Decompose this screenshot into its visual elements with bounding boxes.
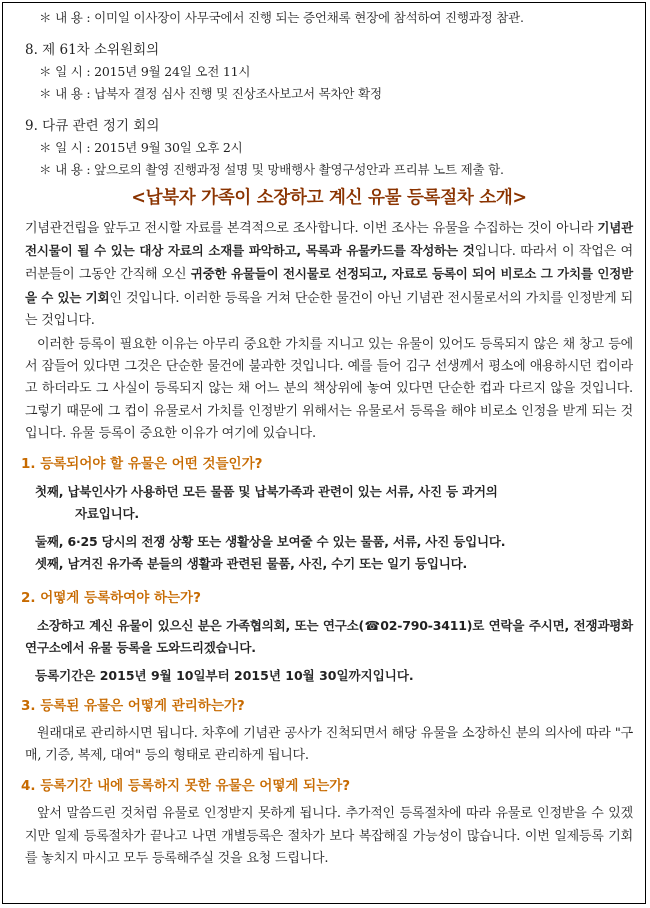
section-3-heading: 3. 등록된 유물은 어떻게 관리하는가?: [21, 698, 245, 715]
section-4-heading: 4. 등록기간 내에 등록하지 못한 유물은 어떻게 되는가?: [21, 778, 351, 795]
intro-text-e: 인 것입니다. 이러한 등록을 거쳐 단순한 물건이 아닌 기념관 전시물로서의 가치를 인정받게 되는 것입니다.: [25, 290, 633, 328]
meeting-8-content: ＊ 내 용 : 납북자 결정 심사 진행 및 진상조사보고서 목차안 확정: [39, 86, 382, 101]
intro-emphasis-2: 귀중한 유물들이 전시물로 선정되고, 자료로 등록이 되어 비로소 그 가치를 인정받을 수 있는 기회: [25, 266, 633, 305]
meeting-8: [25, 39, 633, 105]
section-2-period: 등록기간은 2015년 9월 10일부터 2015년 10월 30일까지입니다.: [35, 668, 414, 684]
meeting-8-title: 8. 제 61차 소위원회의: [25, 42, 160, 58]
section-1-heading: 1. 등록되어야 할 유물은 어떤 것들인가?: [21, 456, 263, 473]
section-1-item-1: 첫째, 납북인사가 사용하던 모든 물품 및 납북가족과 관련이 있는 서류, 사진 등 과거의: [35, 484, 498, 500]
section-1-item-2: 둘째, 6·25 당시의 전쟁 상황 또는 생활상을 보여줄 수 있는 물품, 서류, 사진 등입니다.: [35, 534, 506, 550]
meeting-9: [25, 115, 633, 181]
meeting-9-content: ＊ 내 용 : 앞으로의 촬영 진행과정 설명 및 망배행사 촬영구성안과 프리뷰 노트 제출 함.: [39, 162, 504, 177]
section-3-paragraph: 원래대로 관리하시면 됩니다. 차후에 기념관 공사가 진척되면서 해당 유물을 소장하신 분의 의사에 따라 "구매, 기증, 복제, 대여" 등의 형태로 관리하게 됩니다.: [25, 726, 633, 764]
section-2-heading: 2. 어떻게 등록하여야 하는가?: [21, 590, 201, 607]
meeting-9-date: ＊ 일 시 : 2015년 9월 30일 오후 2시: [39, 140, 243, 155]
meeting-7-content: ＊ 내 용 : 이미일 이사장이 사무국에서 진행 되는 증언채록 현장에 참석하여 진행과정 참관.: [39, 10, 524, 25]
section-1-item-1-cont: 자료입니다.: [75, 506, 139, 522]
section-4-paragraph: 앞서 말씀드린 것처럼 유물로 인정받지 못하게 됩니다. 추가적인 등록절차에 따라 유물로 인정받을 수 있겠지만 일제 등록절차가 끝나고 나면 개별등록은 절차가 보다 복잡해질 가능성이 많습니다. 이번 일제등록 기회를 놓치지 마시고 모두 등록해주실 것을 요청 드립니다.: [25, 806, 633, 866]
section-1-item-3: 셋째, 남겨진 유가족 분들의 생활과 관련된 물품, 사진, 수기 또는 일기 등입니다.: [35, 556, 467, 572]
newsletter-page: [21, 7, 633, 870]
meeting-8-date: ＊ 일 시 : 2015년 9월 24일 오전 11시: [39, 64, 251, 79]
intro-text-a: 기념관건립을 앞두고 전시할 자료를 본격적으로 조사합니다. 이번 조사는 유물을 수집하는 것이 아니라: [25, 221, 598, 236]
meeting-9-title: 9. 다큐 관련 정기 회의: [25, 118, 160, 134]
intro-emphasis-1: 기념관 전시물이 될 수 있는 대상 자료의 소재를 파악하고, 목록과 유물카드를 작성하는 것: [25, 220, 633, 259]
section-2-paragraph: 소장하고 계신 유물이 있으신 분은 가족협의회, 또는 연구소(☎02-790-3411)로 연락을 주시면, 전쟁과평화연구소에서 유물 등록을 도와드리겠습니다.: [25, 618, 633, 656]
intro-text-c: 입니다. 따라서 이 작업은 여러분들이 그동안 간직해 오신: [25, 244, 633, 283]
section-banner-title: <납북자 가족이 소장하고 계신 유물 등록절차 소개>: [131, 188, 527, 208]
intro-paragraph-2: 이러한 등록이 필요한 이유는 아무리 중요한 가치를 지니고 있는 유물이 있어도 등록되지 않은 채 창고 등에서 잠들어 있다면 그것은 단순한 물건에 불과한 것입니다. 예를 들어 김구 선생께서 평소에 애용하시던 컵이라고 하더라도 그 사실이 등록되지 않는 채 어느 분의 책상위에 놓여 있다면 단순한 컵과 다르지 않을 것입니다. 그렇기 때문에 그 컵이 유물로서 가치를 인정받기 위해서는 유물로서 등록을 해야 비로소 인정을 받게 되는 것입니다. 유물 등록이 중요한 이유가 여기에 있습니다.: [25, 337, 633, 441]
intro-paragraph-1: [25, 217, 633, 332]
page-frame: [2, 2, 646, 904]
